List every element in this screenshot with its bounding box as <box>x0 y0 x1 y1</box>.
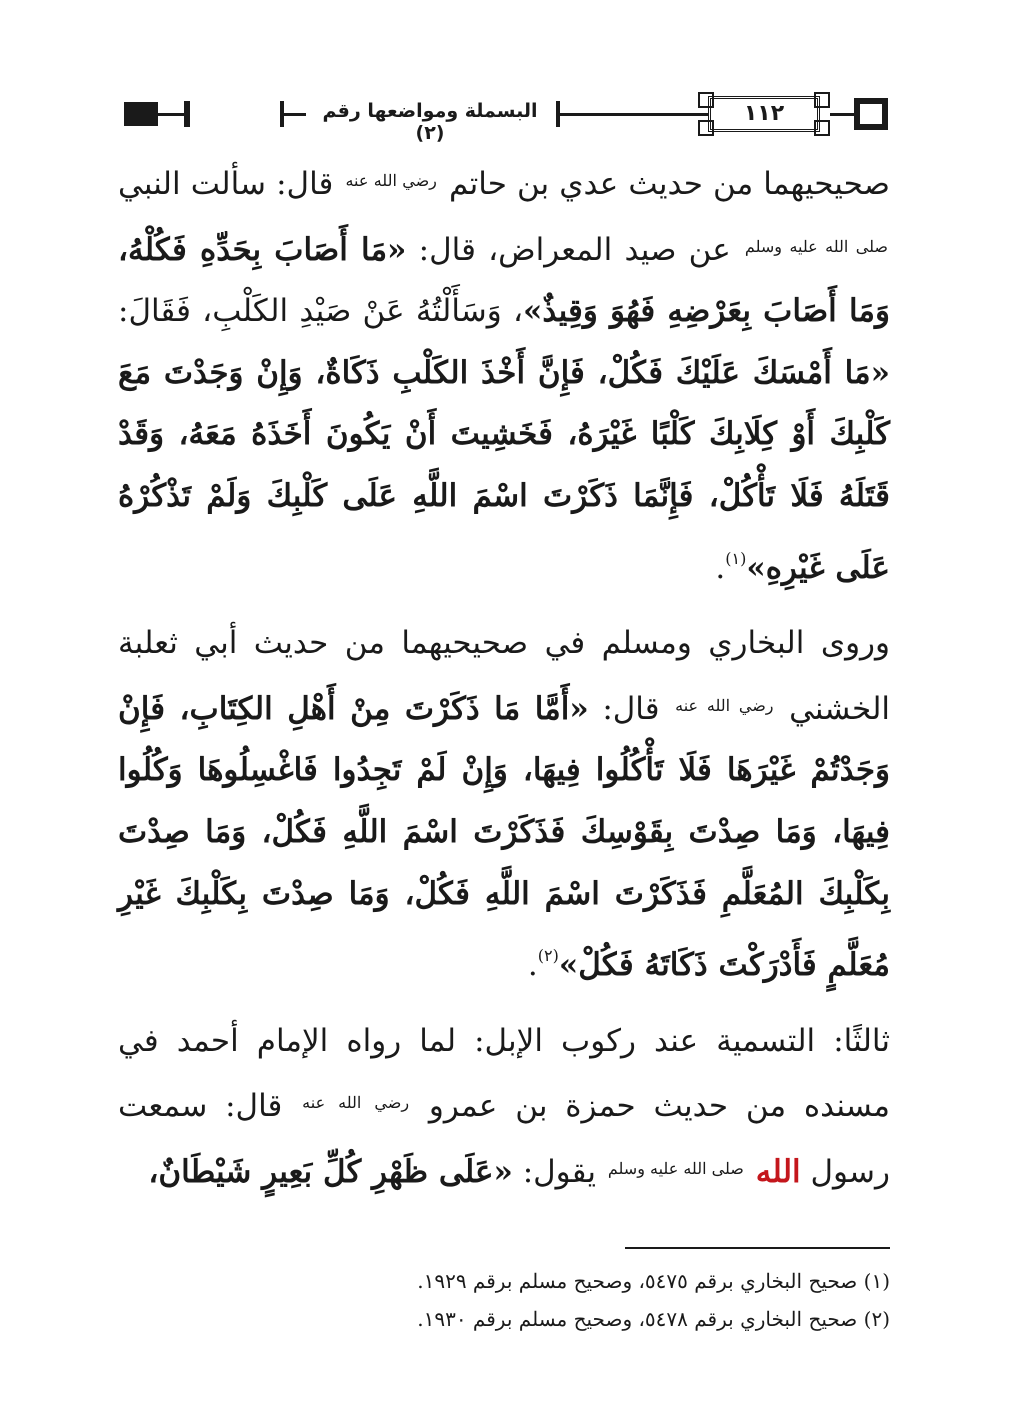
text-run: قال: سألت النبي <box>118 166 344 202</box>
text-run <box>746 1154 756 1190</box>
honorific-glyph: رضي الله عنه <box>345 171 437 190</box>
ornament-corner <box>814 92 830 108</box>
ornament-corner <box>814 120 830 136</box>
text-run: وروى البخاري ومسلم في صحيحيهما من حديث أبي ثعلبة الخشني <box>118 625 891 727</box>
footnotes <box>118 1262 890 1338</box>
text-run: يقول: <box>512 1153 606 1190</box>
running-header <box>120 92 892 144</box>
text-run: ثالثًا: التسمية عند ركوب الإبل: لما رواه الإمام أحمد في مسنده من حديث حمزة بن عمرو <box>118 1022 890 1125</box>
header-rule-right <box>830 113 854 116</box>
text-run: . <box>715 549 726 586</box>
hadith-quote: «عَلَى ظَهْرِ كُلِّ بَعِيرٍ شَيْطَانٌ، <box>148 1153 513 1190</box>
header-rule <box>284 113 306 116</box>
text-run: صحيحيهما من حديث عدي بن حاتم <box>438 166 890 202</box>
honorific-glyph: صلى الله عليه وسلم <box>607 1158 744 1178</box>
main-text <box>118 150 890 1204</box>
text-run: ، وَسَأَلْتُهُ عَنْ صَيْدِ الكَلْبِ، فَقَالَ: <box>118 293 524 330</box>
paragraph <box>118 150 890 599</box>
footnote-ref[interactable]: (٢) <box>537 946 559 966</box>
footnote: (١) صحيح البخاري برقم ٥٤٧٥، وصحيح مسلم برقم ١٩٢٩. <box>417 1269 890 1293</box>
honorific-glyph: رضي الله عنه <box>675 695 774 715</box>
header-rule-left <box>158 113 184 116</box>
text-run: عن صيد المعراض، قال: <box>406 231 743 268</box>
hadith-quote: «مَا أَصَابَ بِحَدِّهِ فَكُلْهُ، وَمَا أَصَابَ بِعَرْضِهِ فَهُوَ وَقِيذٌ» <box>118 231 890 330</box>
paragraph <box>118 1011 890 1204</box>
hadith-quote: «أَمَّا مَا ذَكَرْتَ مِنْ أَهْلِ الكِتَابِ، فَإِنْ وَجَدْتُمْ غَيْرَهَا فَلَا تَأْكُلُوا فِيهَا، وَإِنْ لَمْ تَجِدُوا فَاغْسِلُوهَا وَكُلُوا فِيهَا، وَمَا صِدْتَ بِقَوْسِكَ فَذَكَرْتَ اسْمَ اللَّهِ فَكُلْ، وَمَا صِدْتَ بِكَلْبِكَ المُعَلَّمِ فَذَكَرْتَ اسْمَ اللَّهِ فَكُلْ، وَمَا صِدْتَ بِكَلْبِكَ غَيْرِ مُعَلَّمٍ فَأَدْرَكْتَ ذَكَاتَهُ فَكُلْ» <box>118 690 890 984</box>
header-bar <box>184 101 190 127</box>
paragraph <box>118 613 890 997</box>
hadith-quote: «مَا أَمْسَكَ عَلَيْكَ فَكُلْ، فَإِنَّ أَخْذَ الكَلْبِ ذَكَاةٌ، وَإِنْ وَجَدْتَ مَعَ كَلْبِكَ أَوْ كِلَابِكَ كَلْبًا غَيْرَهُ، فَخَشِيتَ أَنْ يَكُونَ أَخَذَهُ مَعَهُ، وَقَدْ قَتَلَهُ فَلَا تَأْكُلْ، فَإِنَّمَا ذَكَرْتَ اسْمَ اللَّهِ عَلَى كَلْبِكَ وَلَمْ تَذْكُرْهُ عَلَى غَيْرِهِ» <box>118 354 890 586</box>
footnote-ref[interactable]: (١) <box>725 548 747 568</box>
divine-name: الله <box>755 1153 801 1190</box>
honorific-glyph: صلى الله عليه وسلم <box>744 236 888 256</box>
header-rule-long <box>560 113 708 116</box>
text-run: قال: سمعت رسول <box>118 1088 890 1190</box>
header-right-block <box>854 98 888 130</box>
footnote-separator <box>625 1247 890 1249</box>
header-left-block <box>124 102 158 126</box>
chapter-title: البسملة ومواضعها رقم (٢) <box>322 100 538 144</box>
text-run: قال: <box>588 690 674 727</box>
footnote: (٢) صحيح البخاري برقم ٥٤٧٨، وصحيح مسلم برقم ١٩٣٠. <box>417 1307 890 1331</box>
honorific-glyph: رضي الله عنه <box>302 1093 410 1113</box>
page-number: ١١٢ <box>708 96 820 132</box>
text-run: . <box>527 947 538 984</box>
